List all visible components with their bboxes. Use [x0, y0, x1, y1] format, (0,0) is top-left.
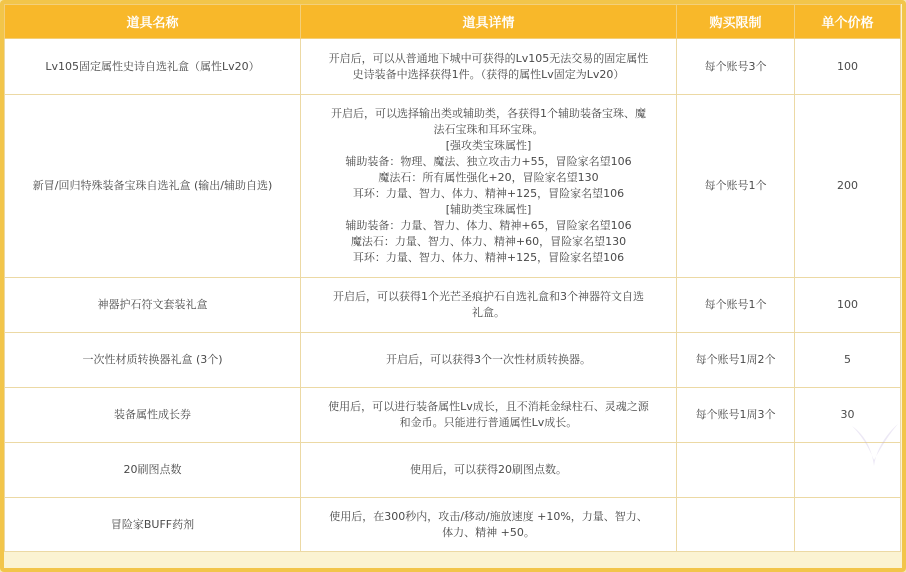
purchase-limit-text: 每个账号1周3个 [695, 408, 776, 421]
detail-line: 使用后，可以获得20刷图点数。 [410, 463, 567, 476]
detail-line: 耳环：力量、智力、体力、精神+125，冒险家名望106 [352, 251, 625, 264]
header-purchase-limit: 购买限制 [677, 5, 795, 39]
item-detail [301, 95, 677, 278]
detail-line: 开启后，可以获得3个一次性材质转换器。 [386, 353, 591, 366]
purchase-limit: 每个账号1个 [677, 95, 795, 278]
item-detail [301, 388, 677, 443]
detail-line: 耳环：力量、智力、体力、精神+125，冒险家名望106 [352, 187, 625, 200]
unit-price [795, 498, 901, 552]
table-row [5, 278, 901, 333]
item-detail [301, 443, 677, 498]
table-row [5, 443, 901, 498]
purchase-limit: 每个账号1个 [677, 278, 795, 333]
unit-price: 100 [795, 39, 901, 95]
table-header-row [5, 5, 901, 39]
detail-line: 使用后，在300秒内，攻击/移动/施放速度 +10%，力量、智力、 [329, 509, 648, 523]
purchase-limit [677, 443, 795, 498]
detail-line: 使用后，可以进行装备属性Lv成长，且不消耗金绿柱石、灵魂之源 [328, 400, 649, 413]
item-name: Lv105固定属性史诗自选礼盒（属性Lv20） [5, 39, 301, 95]
detail-line: 开启后，可以获得1个光芒圣痕护石自选礼盒和3个神器符文自选 [333, 290, 644, 303]
item-table [4, 4, 901, 552]
item-name: 20刷图点数 [5, 443, 301, 498]
item-detail [301, 333, 677, 388]
purchase-limit [677, 333, 795, 388]
table-row [5, 39, 901, 95]
detail-line: 辅助装备：力量、智力、体力、精神+65，冒险家名望106 [345, 219, 632, 232]
item-name: 冒险家BUFF药剂 [5, 498, 301, 552]
item-detail [301, 498, 677, 552]
detail-line: 法石宝珠和耳环宝珠。 [433, 123, 544, 136]
detail-line: [强攻类宝珠属性] [445, 139, 532, 152]
item-detail [301, 39, 677, 95]
item-name: 新冒/回归特殊装备宝珠自选礼盒 (输出/辅助自选) [5, 95, 301, 278]
item-name: 一次性材质转换器礼盒 (3个) [5, 333, 301, 388]
purchase-limit [677, 388, 795, 443]
item-name: 装备属性成长券 [5, 388, 301, 443]
unit-price: 100 [795, 278, 901, 333]
header-item-name: 道具名称 [5, 5, 301, 39]
unit-price: 30 [795, 388, 901, 443]
header-unit-price: 单个价格 [795, 5, 901, 39]
detail-line: 体力、精神 +50。 [442, 525, 535, 539]
unit-price: 5 [795, 333, 901, 388]
detail-line: 辅助装备：物理、魔法、独立攻击力+55，冒险家名望106 [345, 155, 632, 168]
header-item-detail: 道具详情 [301, 5, 677, 39]
detail-line: [辅助类宝珠属性] [445, 203, 532, 216]
watermark-logo-icon [846, 416, 902, 472]
table-row [5, 95, 901, 278]
purchase-limit-text: 每个账号1周2个 [695, 353, 776, 366]
purchase-limit [677, 498, 795, 552]
unit-price: 200 [795, 95, 901, 278]
detail-line: 和金币。只能进行普通属性Lv成长。 [399, 416, 578, 429]
item-name: 神器护石符文套装礼盒 [5, 278, 301, 333]
detail-line: 开启后，可以选择输出类或辅助类，各获得1个辅助装备宝珠、魔 [331, 107, 646, 120]
detail-line: 魔法石：力量、智力、体力、精神+60，冒险家名望130 [350, 235, 627, 248]
purchase-limit: 每个账号3个 [677, 39, 795, 95]
detail-line: 魔法石：所有属性强化+20，冒险家名望130 [378, 171, 599, 184]
table-row [5, 498, 901, 552]
table-row [5, 388, 901, 443]
table-row [5, 333, 901, 388]
detail-line: 开启后，可以从普通地下城中可获得的Lv105无法交易的固定属性 [328, 51, 649, 65]
detail-line: 史诗装备中选择获得1件。（获得的属性Lv固定为Lv20） [352, 67, 625, 81]
detail-line: 礼盒。 [472, 306, 505, 319]
item-detail [301, 278, 677, 333]
